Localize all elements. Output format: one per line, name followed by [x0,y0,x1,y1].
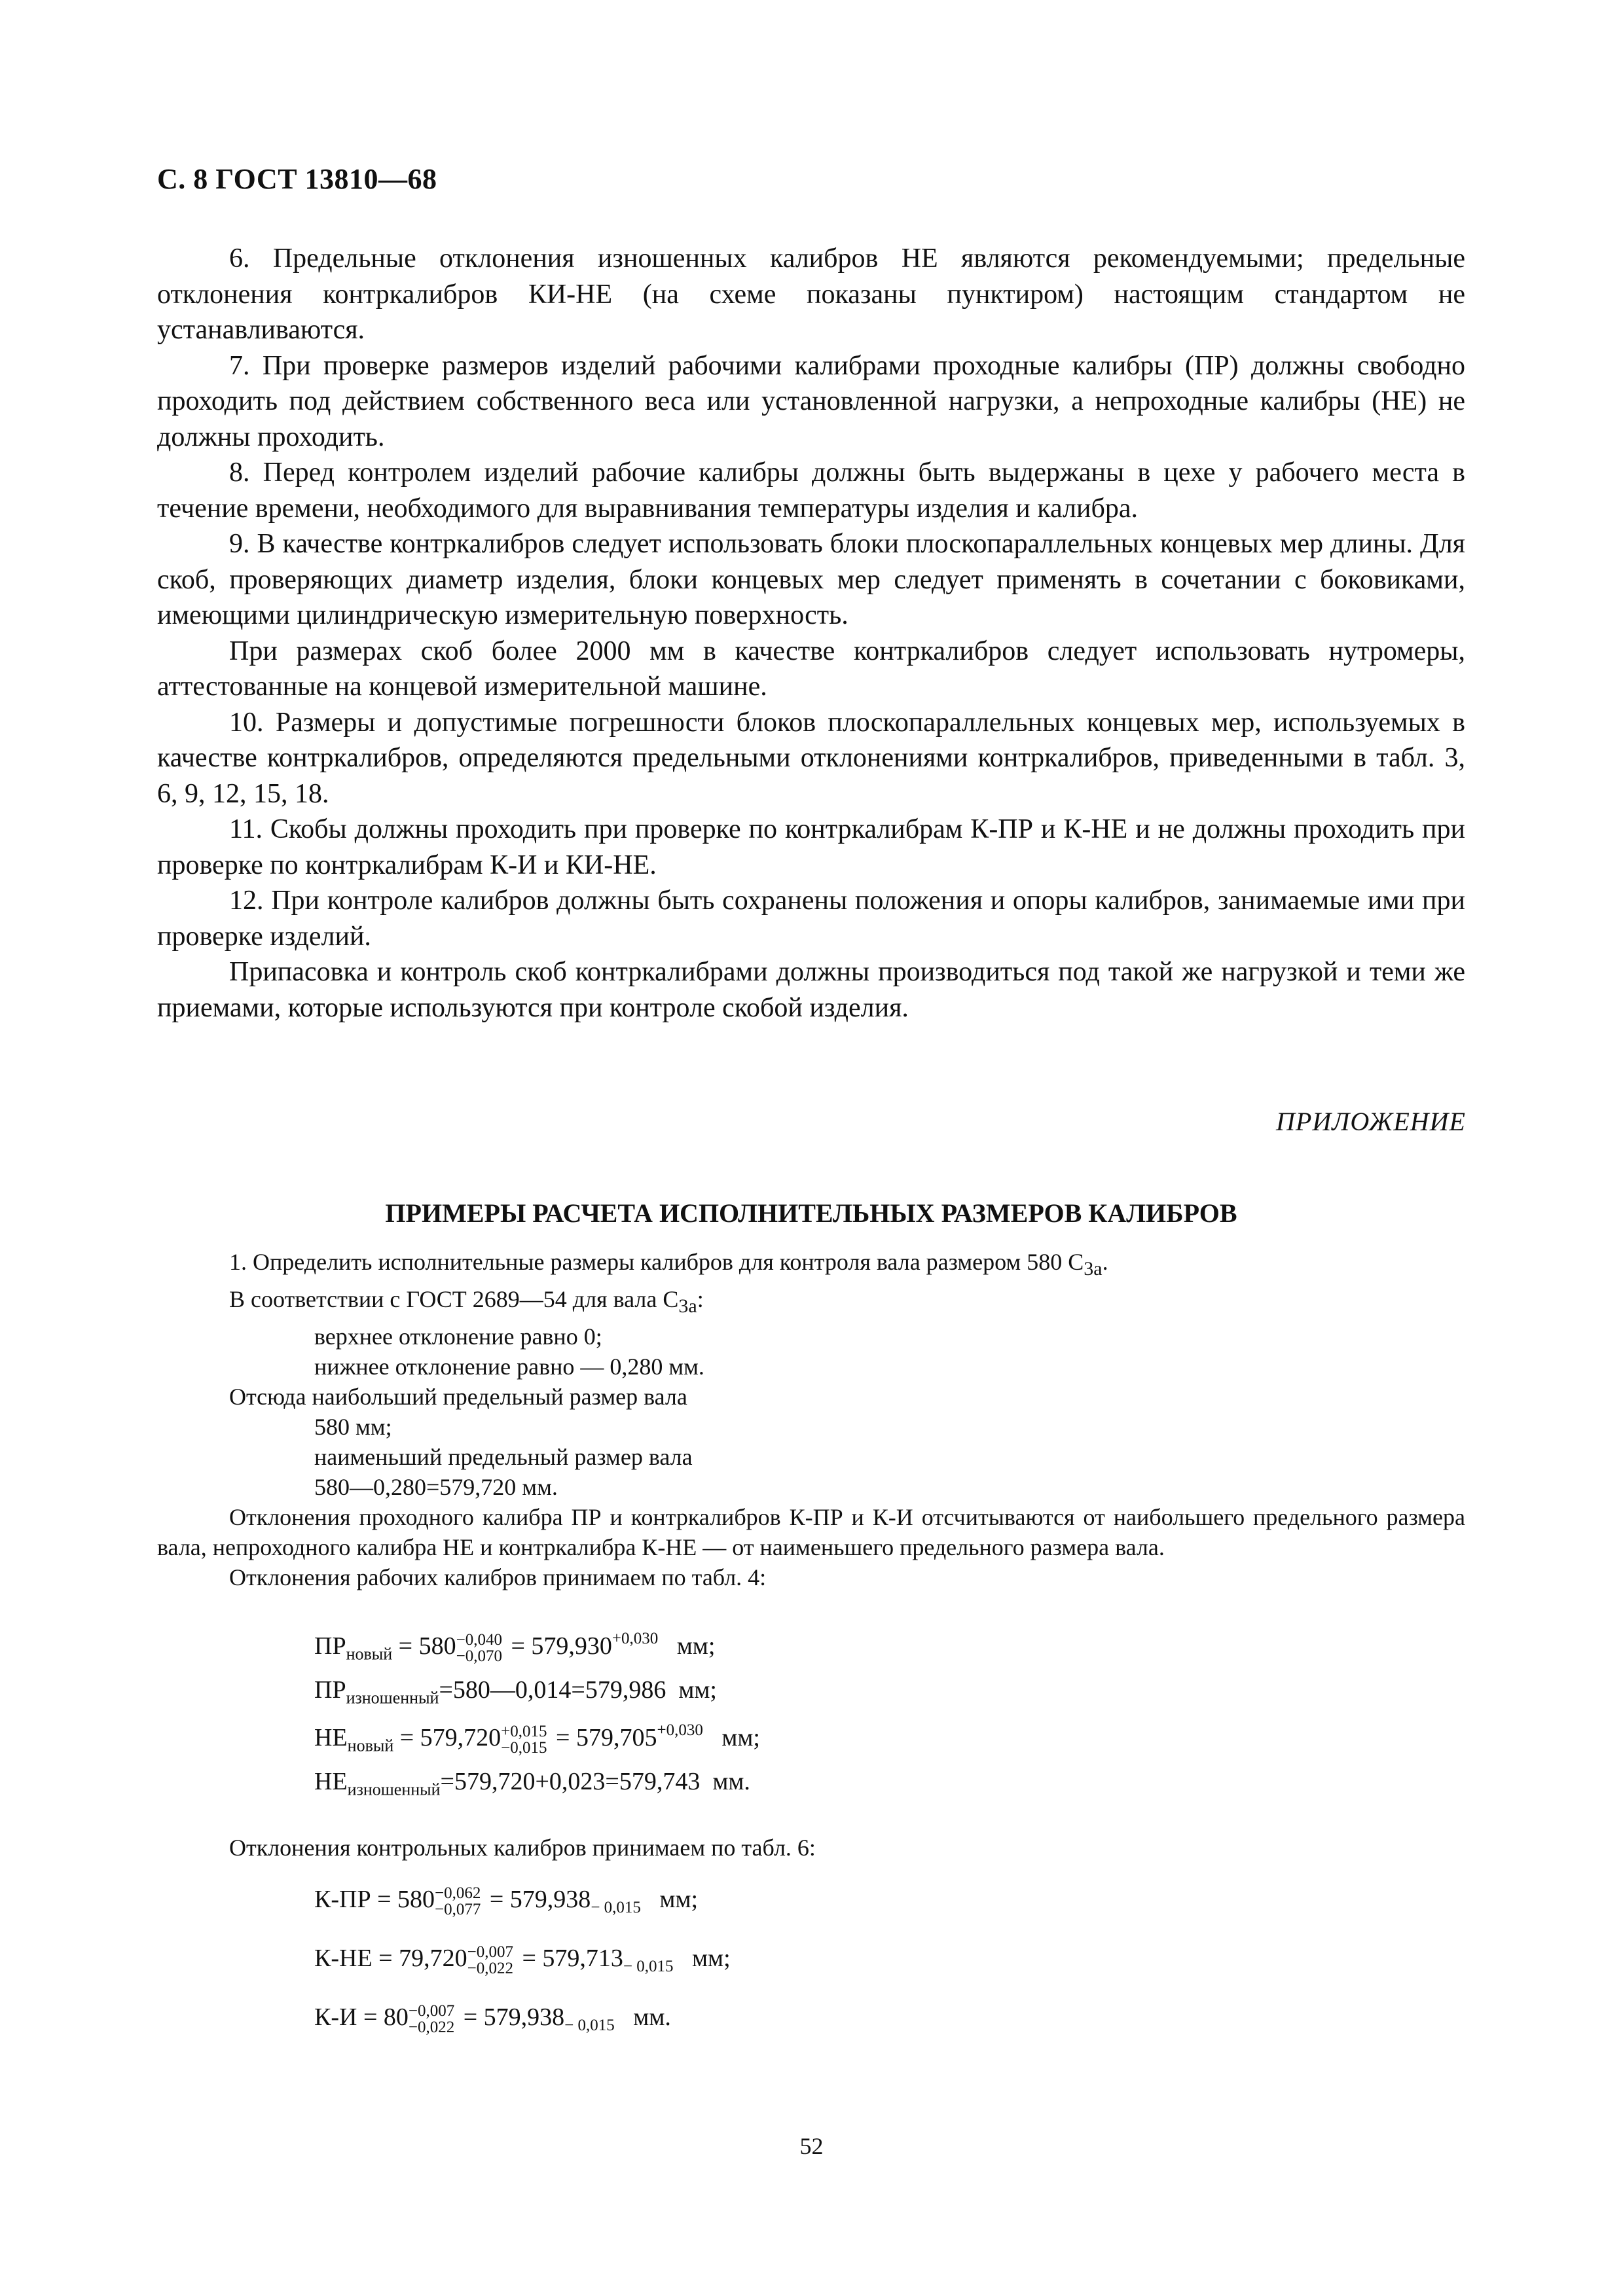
formula-k-ne: К-НЕ = 79,720 −0,007 −0,022 = $579,713_{- 0,015}$ мм; [314,1943,731,1978]
paragraph-11: 11. Скобы должны проходить при проверке по контркалибрам К-ПР и К-НЕ и не должны проходить при проверке по контркалибрам К-И и КИ-НЕ. [157,814,1465,880]
example-line-8: 580—0,280=579,720 мм. [314,1474,558,1501]
formula-ne-worn: $НЕ_{изношенный}=579,720+0,023=579,743$ мм. [314,1768,750,1799]
formula-pr-worn: $ПР_{изношенный}=580—0,014=579,986$ мм; [314,1676,717,1708]
paragraph-9-cont: При размерах скоб более 2000 мм в качестве контркалибров следует использовать нутромеры, аттестованные на концевой измерительной машине. [157,636,1465,702]
paragraph-12-cont: Припасовка и контроль скоб контркалибрами должны производиться под такой же нагрузкой и теми же приемами, которые используются при контроле скобой изделия. [157,957,1465,1023]
paragraph-8: 8. Перед контролем изделий рабочие калибры должны быть выдержаны в цехе у рабочего места в течение времени, необходимого для выравнивания температуры изделия и калибра. [157,457,1465,524]
example-line-2: В соответствии с ГОСТ 2689—54 для вала $С_{3а}$: [229,1286,704,1318]
example-line-5: Отсюда наибольший предельный размер вала [229,1384,687,1410]
paragraph-9: 9. В качестве контркалибров следует использовать блоки плоскопараллельных концевых мер длины. Для скоб, проверяющих диаметр изделия, блоки концевых мер следует применять в сочетании с боковиками, имеющими цилиндрическую измерительную поверхность. [157,529,1465,630]
formula-ne-new: $НЕ_{новый} = 579,720$ +0,015 −0,015 = $579,705^{+0,030}$ мм; [314,1721,760,1757]
example-line-6: 580 мм; [314,1414,392,1441]
appendix-title: ПРИМЕРЫ РАСЧЕТА ИСПОЛНИТЕЛЬНЫХ РАЗМЕРОВ КАЛИБРОВ [385,1198,1237,1228]
control-gauge-intro [157,1833,1465,1863]
example-line-3: верхнее отклонение равно 0; [314,1323,602,1350]
appendix-text [157,1247,1465,1592]
working-gauge-formulas [314,1630,1427,1810]
appendix-label: ПРИЛОЖЕНИЕ [1276,1107,1466,1136]
paragraph-12: 12. При контроле калибров должны быть сохранены положения и опоры калибров, занимаемые ими при проверке изделий. [157,886,1465,952]
example-line-1: 1. Определить исполнительные размеры калибров для контроля вала размером 580 $С_{3а}$. [229,1249,1108,1280]
formula-k-i: К-И = 80 −0,007 −0,022 = $579,938_{- 0,015}$ мм. [314,2002,671,2037]
page-header: С. 8 ГОСТ 13810—68 [157,163,437,195]
formula-pr-new: $ПР_{новый} = 580$ −0,040 −0,070 = $579,930^{+0,030}$ мм; [314,1630,716,1666]
example-line-9: Отклонения проходного калибра ПР и контркалибров К-ПР и К-И отсчитываются от наибольшего предельного размера вала, непроходного калибра НЕ и контркалибра К-НЕ — от наименьшего предельного размера вала. [157,1504,1465,1561]
example-line-4: нижнее отклонение равно — 0,280 мм. [314,1354,704,1380]
example-line-10: Отклонения рабочих калибров принимаем по табл. 4: [229,1564,767,1591]
paragraph-6: 6. Предельные отклонения изношенных калибров НЕ являются рекомендуемыми; предельные отклонения контркалибров КИ-НЕ (на схеме показаны пунктиром) настоящим стандартом не устанавливаются. [157,243,1465,345]
page-number: 52 [799,2133,824,2159]
example-line-11: Отклонения контрольных калибров принимаем по табл. 6: [229,1835,816,1861]
paragraph-7: 7. При проверке размеров изделий рабочими калибрами проходные калибры (ПР) должны свободно проходить под действием собственного веса или установленной нагрузки, а непроходные калибры (НЕ) не должны проходить. [157,350,1465,452]
control-gauge-formulas [314,1885,1427,2062]
paragraph-10: 10. Размеры и допустимые погрешности блоков плоскопараллельных концевых мер, используемых в качестве контркалибров, определяются предельными отклонениями контркалибров, приведенными в табл. 3, 6, 9, 12, 15, 18. [157,707,1465,809]
formula-k-pr: К-ПР = 580 −0,062 −0,077 = $579,938_{- 0,015}$ мм; [314,1884,699,1919]
example-line-7: наименьший предельный размер вала [314,1444,693,1471]
main-text [157,241,1465,1026]
